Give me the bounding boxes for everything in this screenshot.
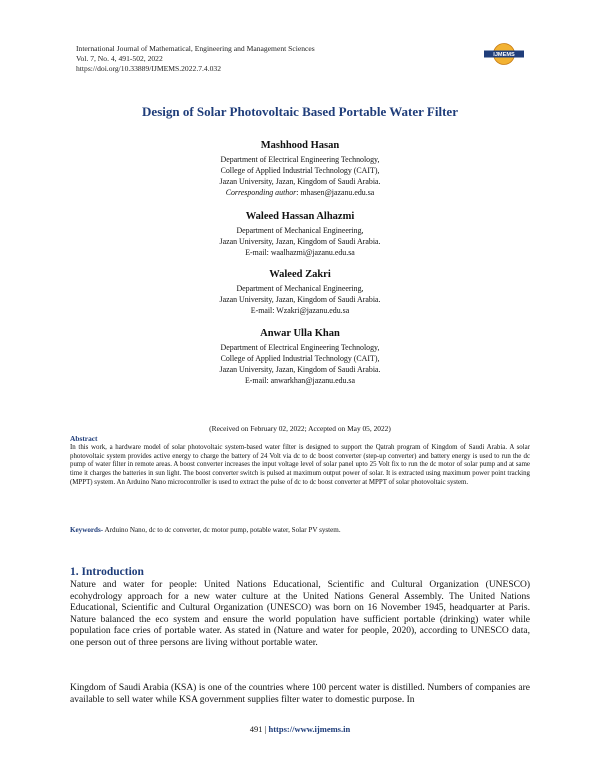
author-affiliation: College of Applied Industrial Technology (CAIT), bbox=[220, 166, 380, 176]
journal-url[interactable]: https://www.ijmems.in bbox=[268, 724, 351, 734]
author-affiliation: Department of Mechanical Engineering, bbox=[236, 284, 364, 293]
paragraph: Kingdom of Saudi Arabia (KSA) is one of the countries where 100 percent water is distilled. Numbers of companies are available to sell water while KSA government supplies filter water to domestic purpose. In bbox=[70, 683, 530, 705]
author-block bbox=[0, 210, 600, 258]
journal-doi[interactable]: https://doi.org/10.33889/IJMEMS.2022.7.4.032 bbox=[76, 64, 221, 73]
author-affiliation: Jazan University, Jazan, Kingdom of Saudi Arabia. bbox=[219, 295, 381, 305]
author-email[interactable]: : mhasen@jazanu.edu.sa bbox=[296, 188, 375, 198]
author-email[interactable]: E-mail: anwarkhan@jazanu.edu.sa bbox=[244, 376, 356, 386]
keywords-text: Arduino Nano, dc to dc converter, dc motor pump, potable water, Solar PV system. bbox=[103, 526, 341, 534]
author-block bbox=[0, 327, 600, 386]
footer-separator: | bbox=[262, 724, 269, 734]
author-name: Waleed Zakri bbox=[269, 269, 331, 280]
journal-header bbox=[76, 44, 315, 74]
keywords bbox=[70, 526, 530, 534]
keywords-label: Keywords- bbox=[70, 526, 104, 534]
author-name: Mashhood Hasan bbox=[260, 140, 340, 151]
received-dates: (Received on February 02, 2022; Accepted on May 05, 2022) bbox=[209, 424, 391, 433]
abstract-heading: Abstract bbox=[70, 434, 98, 443]
journal-volume: Vol. 7, No. 4, 491-502, 2022 bbox=[76, 54, 163, 63]
author-affiliation: Department of Electrical Engineering Technology, bbox=[220, 343, 380, 352]
abstract-text: In this work, a hardware model of solar photovoltaic system-based water filter is designed to support the Qatrah program of Kingdom of Saudi Arabia. A solar photovoltaic system provides active energy to charge the battery of 24 Volt via dc to dc boost converter (step-up converter) and battery energy is used to run the dc pump of water filter in remote areas. A boost converter increases the input voltage level of solar panel upto 25 Volt fix to run the dc motor of solar pump and at same time it charges the batteries in sun light. The boost converter switch is pulsed at maximum output power of solar. It is extracted using maximum power point tracking (MPPT) system. An Arduino Nano microcontroller is used to extract the pulse of dc to dc boost converter at MPPT of solar photovoltaic system. bbox=[70, 444, 530, 486]
author-name: Anwar Ulla Khan bbox=[260, 328, 340, 339]
author-affiliation: Jazan University, Jazan, Kingdom of Saudi Arabia. bbox=[219, 365, 381, 375]
author-email[interactable]: E-mail: waalhazmi@jazanu.edu.sa bbox=[245, 248, 355, 258]
author-affiliation: Jazan University, Jazan, Kingdom of Saudi Arabia. bbox=[219, 177, 381, 187]
journal-name: International Journal of Mathematical, Engineering and Management Sciences bbox=[76, 44, 315, 53]
author-affiliation: Jazan University, Jazan, Kingdom of Saudi Arabia. bbox=[219, 237, 381, 247]
author-block bbox=[0, 268, 600, 316]
corresponding-label: Corresponding author bbox=[225, 188, 297, 198]
page-number: 491 bbox=[249, 724, 263, 734]
author-name: Waleed Hassan Alhazmi bbox=[245, 211, 355, 222]
author-affiliation: Department of Electrical Engineering Technology, bbox=[220, 155, 380, 164]
logo-text: IJMEMS bbox=[493, 52, 515, 58]
journal-logo bbox=[484, 43, 524, 65]
author-email[interactable]: E-mail: Wzakri@jazanu.edu.sa bbox=[250, 306, 350, 316]
paper-title: Design of Solar Photovoltaic Based Portable Water Filter bbox=[142, 104, 458, 119]
author-affiliation: Department of Mechanical Engineering, bbox=[236, 226, 364, 235]
paragraph: Nature and water for people: United Nations Educational, Scientific and Cultural Organization (UNESCO) ecohydrology approach for a new water culture at the United Nations General Assembly. The United Nations Educational, Scientific and Cultural Organization (UNESCO) was born on 16 November 1945, headquarter at Paris. Nature balanced the eco system and ensure the world population have sufficient portable (drinking) water while population face cries of portable water. As stated in (Nature and water for people, 2020), according to UNESCO data, one person out of three persons are living without portable water. bbox=[70, 580, 530, 648]
author-block bbox=[0, 139, 600, 198]
page-footer bbox=[0, 724, 600, 734]
section-heading: 1. Introduction bbox=[70, 566, 144, 578]
author-contact bbox=[0, 187, 600, 198]
author-affiliation: College of Applied Industrial Technology (CAIT), bbox=[220, 354, 380, 364]
